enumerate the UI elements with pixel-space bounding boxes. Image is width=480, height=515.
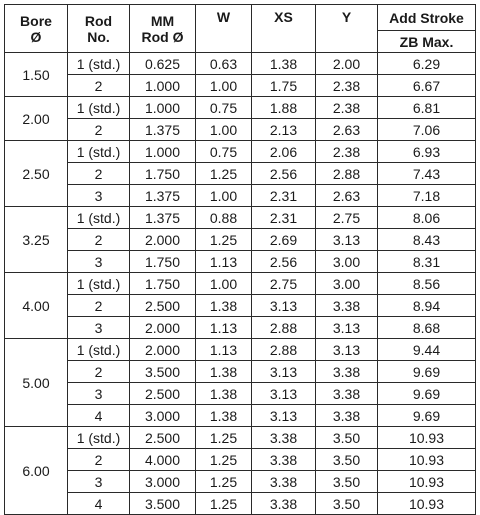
y-cell: 2.88: [316, 163, 378, 185]
table-row: [5, 163, 476, 185]
y-cell: 3.50: [316, 427, 378, 449]
w-cell: 0.88: [196, 207, 252, 229]
y-cell: 3.13: [316, 339, 378, 361]
w-cell: 1.13: [196, 339, 252, 361]
rod-no-cell: 2: [68, 163, 130, 185]
rod-no-cell: 1 (std.): [68, 273, 130, 295]
bore-cell: 4.00: [5, 273, 68, 339]
bore-cell: 2.50: [5, 141, 68, 207]
xs-cell: 3.38: [252, 427, 316, 449]
y-cell: 3.38: [316, 405, 378, 427]
xs-cell: 1.88: [252, 97, 316, 119]
y-cell: 3.38: [316, 361, 378, 383]
zb-max-cell: 10.93: [378, 427, 476, 449]
xs-cell: 2.31: [252, 185, 316, 207]
zb-max-cell: 8.68: [378, 317, 476, 339]
xs-cell: 3.13: [252, 383, 316, 405]
mm-rod-cell: 1.750: [130, 251, 196, 273]
xs-cell: 2.88: [252, 339, 316, 361]
mm-rod-cell: 3.500: [130, 361, 196, 383]
xs-cell: 2.69: [252, 229, 316, 251]
mm-rod-cell: 1.375: [130, 185, 196, 207]
zb-max-cell: 7.06: [378, 119, 476, 141]
rod-no-cell: 2: [68, 449, 130, 471]
table-body: [5, 53, 476, 515]
table-row: [5, 251, 476, 273]
header-w: W: [196, 5, 252, 53]
mm-rod-cell: 1.000: [130, 141, 196, 163]
xs-cell: 2.56: [252, 163, 316, 185]
mm-rod-cell: 2.500: [130, 427, 196, 449]
y-cell: 2.00: [316, 53, 378, 75]
rod-no-cell: 4: [68, 493, 130, 515]
w-cell: 1.25: [196, 449, 252, 471]
mm-rod-cell: 2.500: [130, 295, 196, 317]
rod-no-cell: 4: [68, 405, 130, 427]
y-cell: 3.50: [316, 471, 378, 493]
xs-cell: 1.75: [252, 75, 316, 97]
y-cell: 2.38: [316, 97, 378, 119]
mm-rod-cell: 1.000: [130, 97, 196, 119]
w-cell: 1.13: [196, 317, 252, 339]
header-rod-no: Rod No.: [68, 5, 130, 53]
y-cell: 2.38: [316, 75, 378, 97]
rod-no-cell: 3: [68, 383, 130, 405]
zb-max-cell: 8.43: [378, 229, 476, 251]
table-row: [5, 207, 476, 229]
xs-cell: 3.13: [252, 361, 316, 383]
rod-no-cell: 1 (std.): [68, 141, 130, 163]
table-row: [5, 295, 476, 317]
xs-cell: 3.38: [252, 493, 316, 515]
rod-no-cell: 2: [68, 361, 130, 383]
rod-no-cell: 3: [68, 251, 130, 273]
w-cell: 1.00: [196, 273, 252, 295]
xs-cell: 2.31: [252, 207, 316, 229]
mm-rod-cell: 1.750: [130, 273, 196, 295]
y-cell: 3.00: [316, 251, 378, 273]
table-row: [5, 75, 476, 97]
table-row: [5, 141, 476, 163]
zb-max-cell: 8.56: [378, 273, 476, 295]
xs-cell: 2.75: [252, 273, 316, 295]
y-cell: 3.50: [316, 493, 378, 515]
xs-cell: 3.13: [252, 295, 316, 317]
header-y: Y: [316, 5, 378, 53]
w-cell: 1.38: [196, 361, 252, 383]
zb-max-cell: 10.93: [378, 493, 476, 515]
rod-no-cell: 2: [68, 295, 130, 317]
xs-cell: 2.56: [252, 251, 316, 273]
zb-max-cell: 7.43: [378, 163, 476, 185]
y-cell: 2.63: [316, 185, 378, 207]
w-cell: 1.25: [196, 229, 252, 251]
table-header: [5, 5, 476, 53]
zb-max-cell: 10.93: [378, 471, 476, 493]
rod-no-cell: 1 (std.): [68, 207, 130, 229]
y-cell: 2.63: [316, 119, 378, 141]
mm-rod-cell: 1.375: [130, 207, 196, 229]
bore-cell: 5.00: [5, 339, 68, 427]
mm-rod-cell: 1.375: [130, 119, 196, 141]
xs-cell: 2.06: [252, 141, 316, 163]
xs-cell: 1.38: [252, 53, 316, 75]
rod-no-cell: 2: [68, 75, 130, 97]
mm-rod-cell: 2.000: [130, 317, 196, 339]
rod-no-cell: 3: [68, 471, 130, 493]
rod-no-cell: 2: [68, 229, 130, 251]
table-row: [5, 119, 476, 141]
table-row: [5, 405, 476, 427]
w-cell: 1.00: [196, 119, 252, 141]
zb-max-cell: 9.69: [378, 361, 476, 383]
y-cell: 3.00: [316, 273, 378, 295]
rod-no-cell: 1 (std.): [68, 339, 130, 361]
mm-rod-cell: 1.750: [130, 163, 196, 185]
xs-cell: 2.13: [252, 119, 316, 141]
bore-cell: 2.00: [5, 97, 68, 141]
w-cell: 1.13: [196, 251, 252, 273]
mm-rod-cell: 1.000: [130, 75, 196, 97]
w-cell: 0.75: [196, 141, 252, 163]
y-cell: 3.50: [316, 449, 378, 471]
bore-cell: 6.00: [5, 427, 68, 515]
zb-max-cell: 7.18: [378, 185, 476, 207]
w-cell: 1.00: [196, 185, 252, 207]
y-cell: 3.13: [316, 229, 378, 251]
mm-rod-cell: 0.625: [130, 53, 196, 75]
w-cell: 0.63: [196, 53, 252, 75]
y-cell: 3.38: [316, 383, 378, 405]
mm-rod-cell: 2.000: [130, 229, 196, 251]
table-row: [5, 427, 476, 449]
header-add-stroke: Add Stroke: [378, 5, 476, 31]
y-cell: 2.75: [316, 207, 378, 229]
w-cell: 1.38: [196, 383, 252, 405]
zb-max-cell: 6.81: [378, 97, 476, 119]
rod-no-cell: 3: [68, 317, 130, 339]
table-row: [5, 493, 476, 515]
table-row: [5, 361, 476, 383]
xs-cell: 3.38: [252, 471, 316, 493]
zb-max-cell: 9.44: [378, 339, 476, 361]
y-cell: 2.38: [316, 141, 378, 163]
header-zb-max: ZB Max.: [378, 31, 476, 53]
bore-cell: 3.25: [5, 207, 68, 273]
w-cell: 1.25: [196, 163, 252, 185]
zb-max-cell: 8.06: [378, 207, 476, 229]
zb-max-cell: 8.94: [378, 295, 476, 317]
table-row: [5, 383, 476, 405]
cylinder-dimension-table: [4, 4, 476, 515]
w-cell: 1.25: [196, 427, 252, 449]
zb-max-cell: 8.31: [378, 251, 476, 273]
table-row: [5, 229, 476, 251]
table-row: [5, 317, 476, 339]
zb-max-cell: 6.67: [378, 75, 476, 97]
table-row: [5, 449, 476, 471]
mm-rod-cell: 2.500: [130, 383, 196, 405]
xs-cell: 3.13: [252, 405, 316, 427]
rod-no-cell: 2: [68, 119, 130, 141]
rod-no-cell: 1 (std.): [68, 427, 130, 449]
zb-max-cell: 6.93: [378, 141, 476, 163]
table-row: [5, 53, 476, 75]
w-cell: 1.38: [196, 295, 252, 317]
xs-cell: 2.88: [252, 317, 316, 339]
table-row: [5, 185, 476, 207]
mm-rod-cell: 2.000: [130, 339, 196, 361]
rod-no-cell: 3: [68, 185, 130, 207]
header-xs: XS: [252, 5, 316, 53]
zb-max-cell: 9.69: [378, 383, 476, 405]
table-row: [5, 339, 476, 361]
table-row: [5, 471, 476, 493]
mm-rod-cell: 3.500: [130, 493, 196, 515]
rod-no-cell: 1 (std.): [68, 53, 130, 75]
w-cell: 1.00: [196, 75, 252, 97]
header-mm-rod: MM Rod Ø: [130, 5, 196, 53]
rod-no-cell: 1 (std.): [68, 97, 130, 119]
w-cell: 0.75: [196, 97, 252, 119]
bore-cell: 1.50: [5, 53, 68, 97]
table-row: [5, 273, 476, 295]
header-bore: Bore Ø: [5, 5, 68, 53]
zb-max-cell: 9.69: [378, 405, 476, 427]
mm-rod-cell: 3.000: [130, 471, 196, 493]
y-cell: 3.38: [316, 295, 378, 317]
table-row: [5, 97, 476, 119]
mm-rod-cell: 4.000: [130, 449, 196, 471]
cylinder-dimension-table-wrapper: [4, 4, 476, 515]
y-cell: 3.13: [316, 317, 378, 339]
w-cell: 1.38: [196, 405, 252, 427]
xs-cell: 3.38: [252, 449, 316, 471]
zb-max-cell: 6.29: [378, 53, 476, 75]
w-cell: 1.25: [196, 471, 252, 493]
w-cell: 1.25: [196, 493, 252, 515]
mm-rod-cell: 3.000: [130, 405, 196, 427]
zb-max-cell: 10.93: [378, 449, 476, 471]
